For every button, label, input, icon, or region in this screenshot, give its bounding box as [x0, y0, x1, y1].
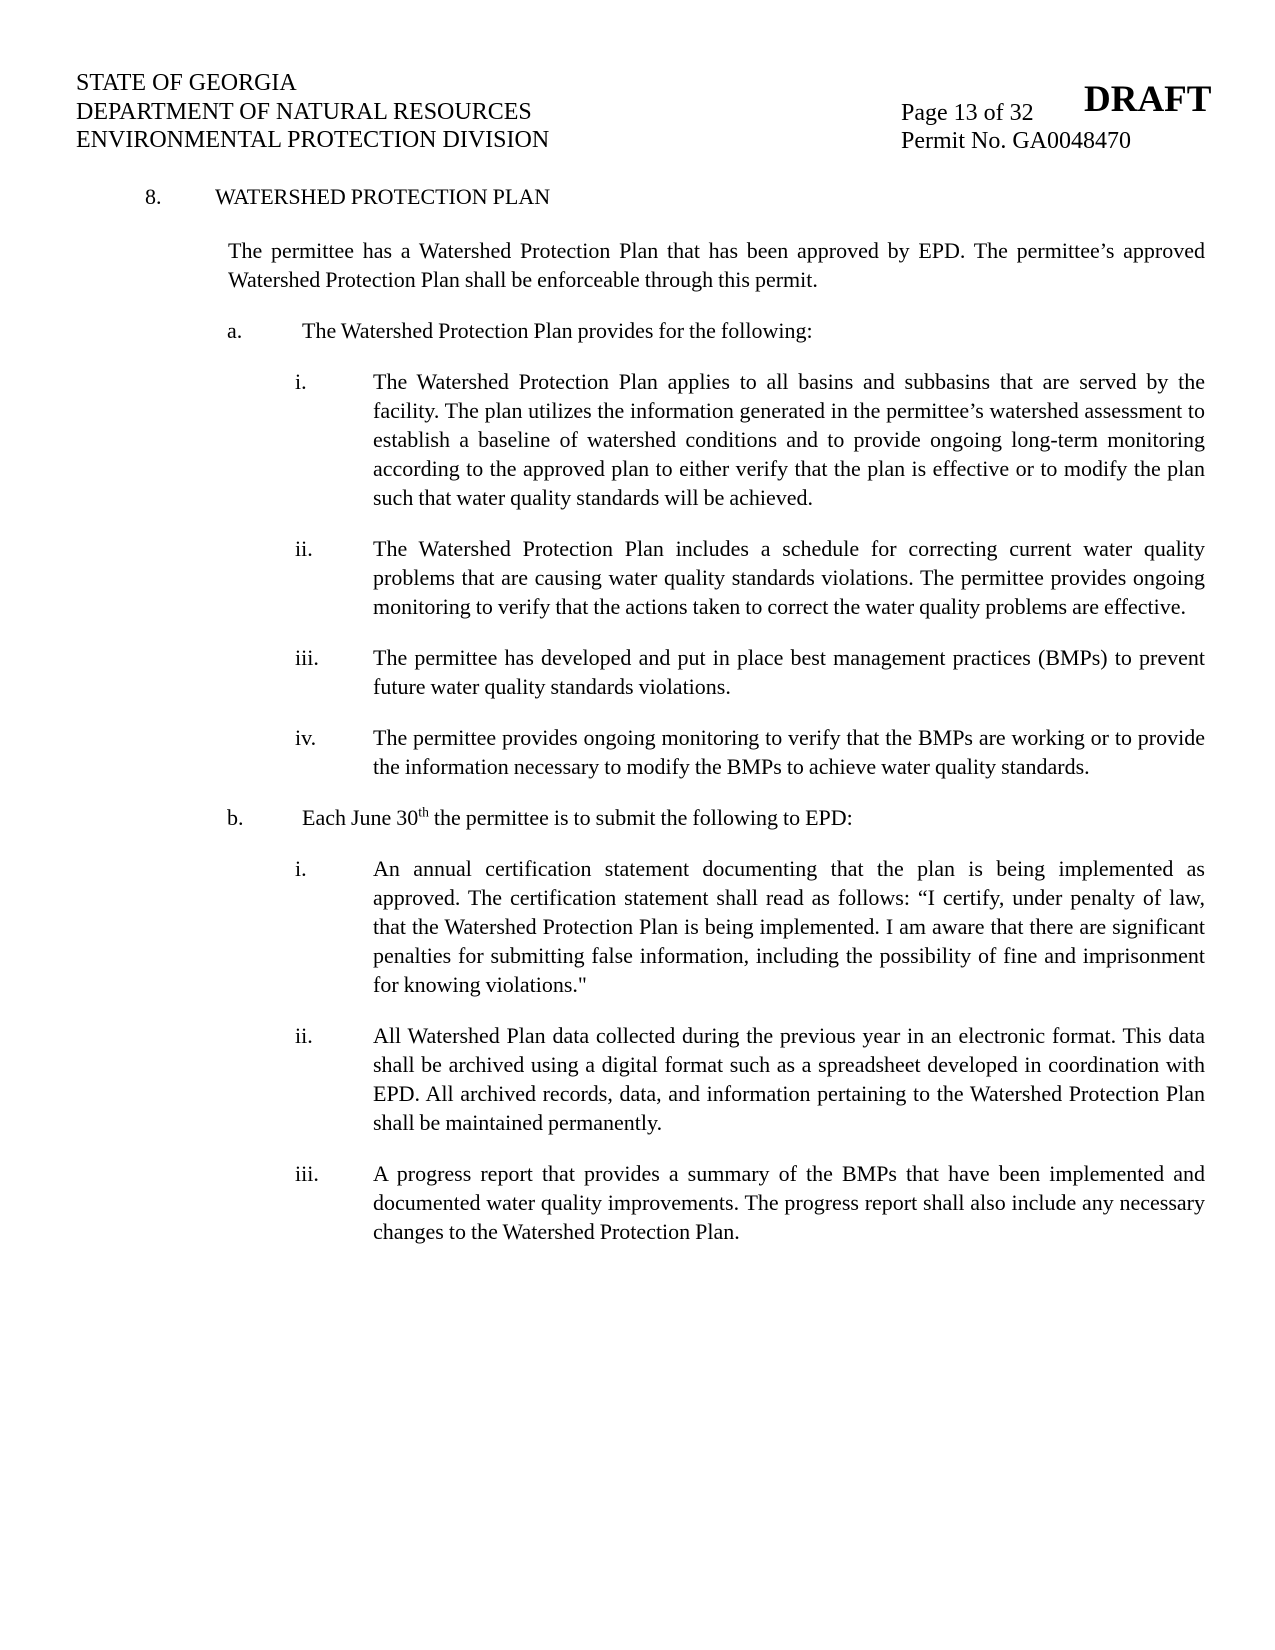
agency-header [76, 69, 549, 155]
sub-item-label: i. [295, 856, 307, 881]
list-item-a-iii [295, 643, 1205, 701]
list-item-a-ii [295, 534, 1205, 621]
agency-line-department: DEPARTMENT OF NATURAL RESOURCES [76, 98, 532, 125]
intro-paragraph: The permittee has a Watershed Protection Plan that has been approved by EPD. The permittee’s approved Watershed Protection Plan shall be enforceable through this permit. [228, 238, 1205, 292]
agency-line-state: STATE OF GEORGIA [76, 70, 297, 96]
sub-item-label: iii. [295, 1161, 319, 1186]
sub-item-text: All Watershed Plan data collected during the previous year in an electronic format. This data shall be archived using a digital format such as a spreadsheet developed in coordination with EPD. All archived records, data, and information pertaining to the Watershed Protection Plan shall be maintained permanently. [373, 1023, 1205, 1135]
item-text-pre: Each June 30 [302, 805, 419, 830]
sub-item-label: iii. [295, 645, 319, 670]
section-number: 8. [145, 184, 162, 209]
item-label: a. [227, 318, 243, 343]
item-label: b. [227, 805, 244, 830]
list-item-a [227, 316, 1205, 345]
draft-stamp: DRAFT [1084, 79, 1212, 120]
sub-item-label: ii. [295, 1023, 313, 1048]
list-item-b-ii [295, 1021, 1205, 1137]
sub-item-label: iv. [295, 725, 317, 750]
list-item-b-i [295, 854, 1205, 999]
list-item-a-iv [295, 723, 1205, 781]
agency-line-division: ENVIRONMENTAL PROTECTION DIVISION [76, 127, 550, 153]
sub-item-label: i. [295, 369, 307, 394]
document-body [76, 182, 1205, 1268]
sub-item-text: The permittee provides ongoing monitoring to verify that the BMPs are working or to provide the information necessary to modify the BMPs to achieve water quality standards. [373, 725, 1205, 779]
sub-item-text: The Watershed Protection Plan applies to all basins and subbasins that are served by the facility. The plan utilizes the information generated in the permittee’s watershed assessment to establish a baseline of watershed conditions and to provide ongoing long-term monitoring according to the approved plan to either verify that the plan is effective or to modify the plan such that water quality standards will be achieved. [373, 369, 1205, 510]
section-title: WATERSHED PROTECTION PLAN [215, 184, 551, 209]
item-text [302, 803, 1205, 832]
list-item-a-i [295, 367, 1205, 512]
item-text: The Watershed Protection Plan provides for the following: [302, 318, 813, 343]
sub-item-label: ii. [295, 536, 313, 561]
sub-item-text: A progress report that provides a summary of the BMPs that have been implemented and documented water quality improvements. The progress report shall also include any necessary changes to the Watershed Protection Plan. [373, 1161, 1205, 1244]
list-item-b-iii [295, 1159, 1205, 1246]
ordinal-superscript: th [418, 804, 429, 820]
sub-item-text: The Watershed Protection Plan includes a schedule for correcting current water quality problems that are causing water quality standards violations. The permittee provides ongoing monitoring to verify that the actions taken to correct the water quality problems are effective. [373, 536, 1205, 619]
section-heading-row [145, 182, 1205, 211]
permit-number: Permit No. GA0048470 [901, 128, 1131, 154]
sub-item-text: An annual certification statement documenting that the plan is being implemented as approved. The certification statement shall read as follows: “I certify, under penalty of law, that the Watershed Protection Plan is being implemented. I am aware that there are significant penalties for submitting false information, including the possibility of fine and imprisonment for knowing violations." [373, 856, 1205, 997]
sub-item-text: The permittee has developed and put in place best management practices (BMPs) to prevent future water quality standards violations. [373, 645, 1205, 699]
list-item-b [227, 803, 1205, 832]
item-text-post: the permittee is to submit the following to EPD: [428, 805, 853, 830]
page-number: Page 13 of 32 [901, 100, 1034, 126]
